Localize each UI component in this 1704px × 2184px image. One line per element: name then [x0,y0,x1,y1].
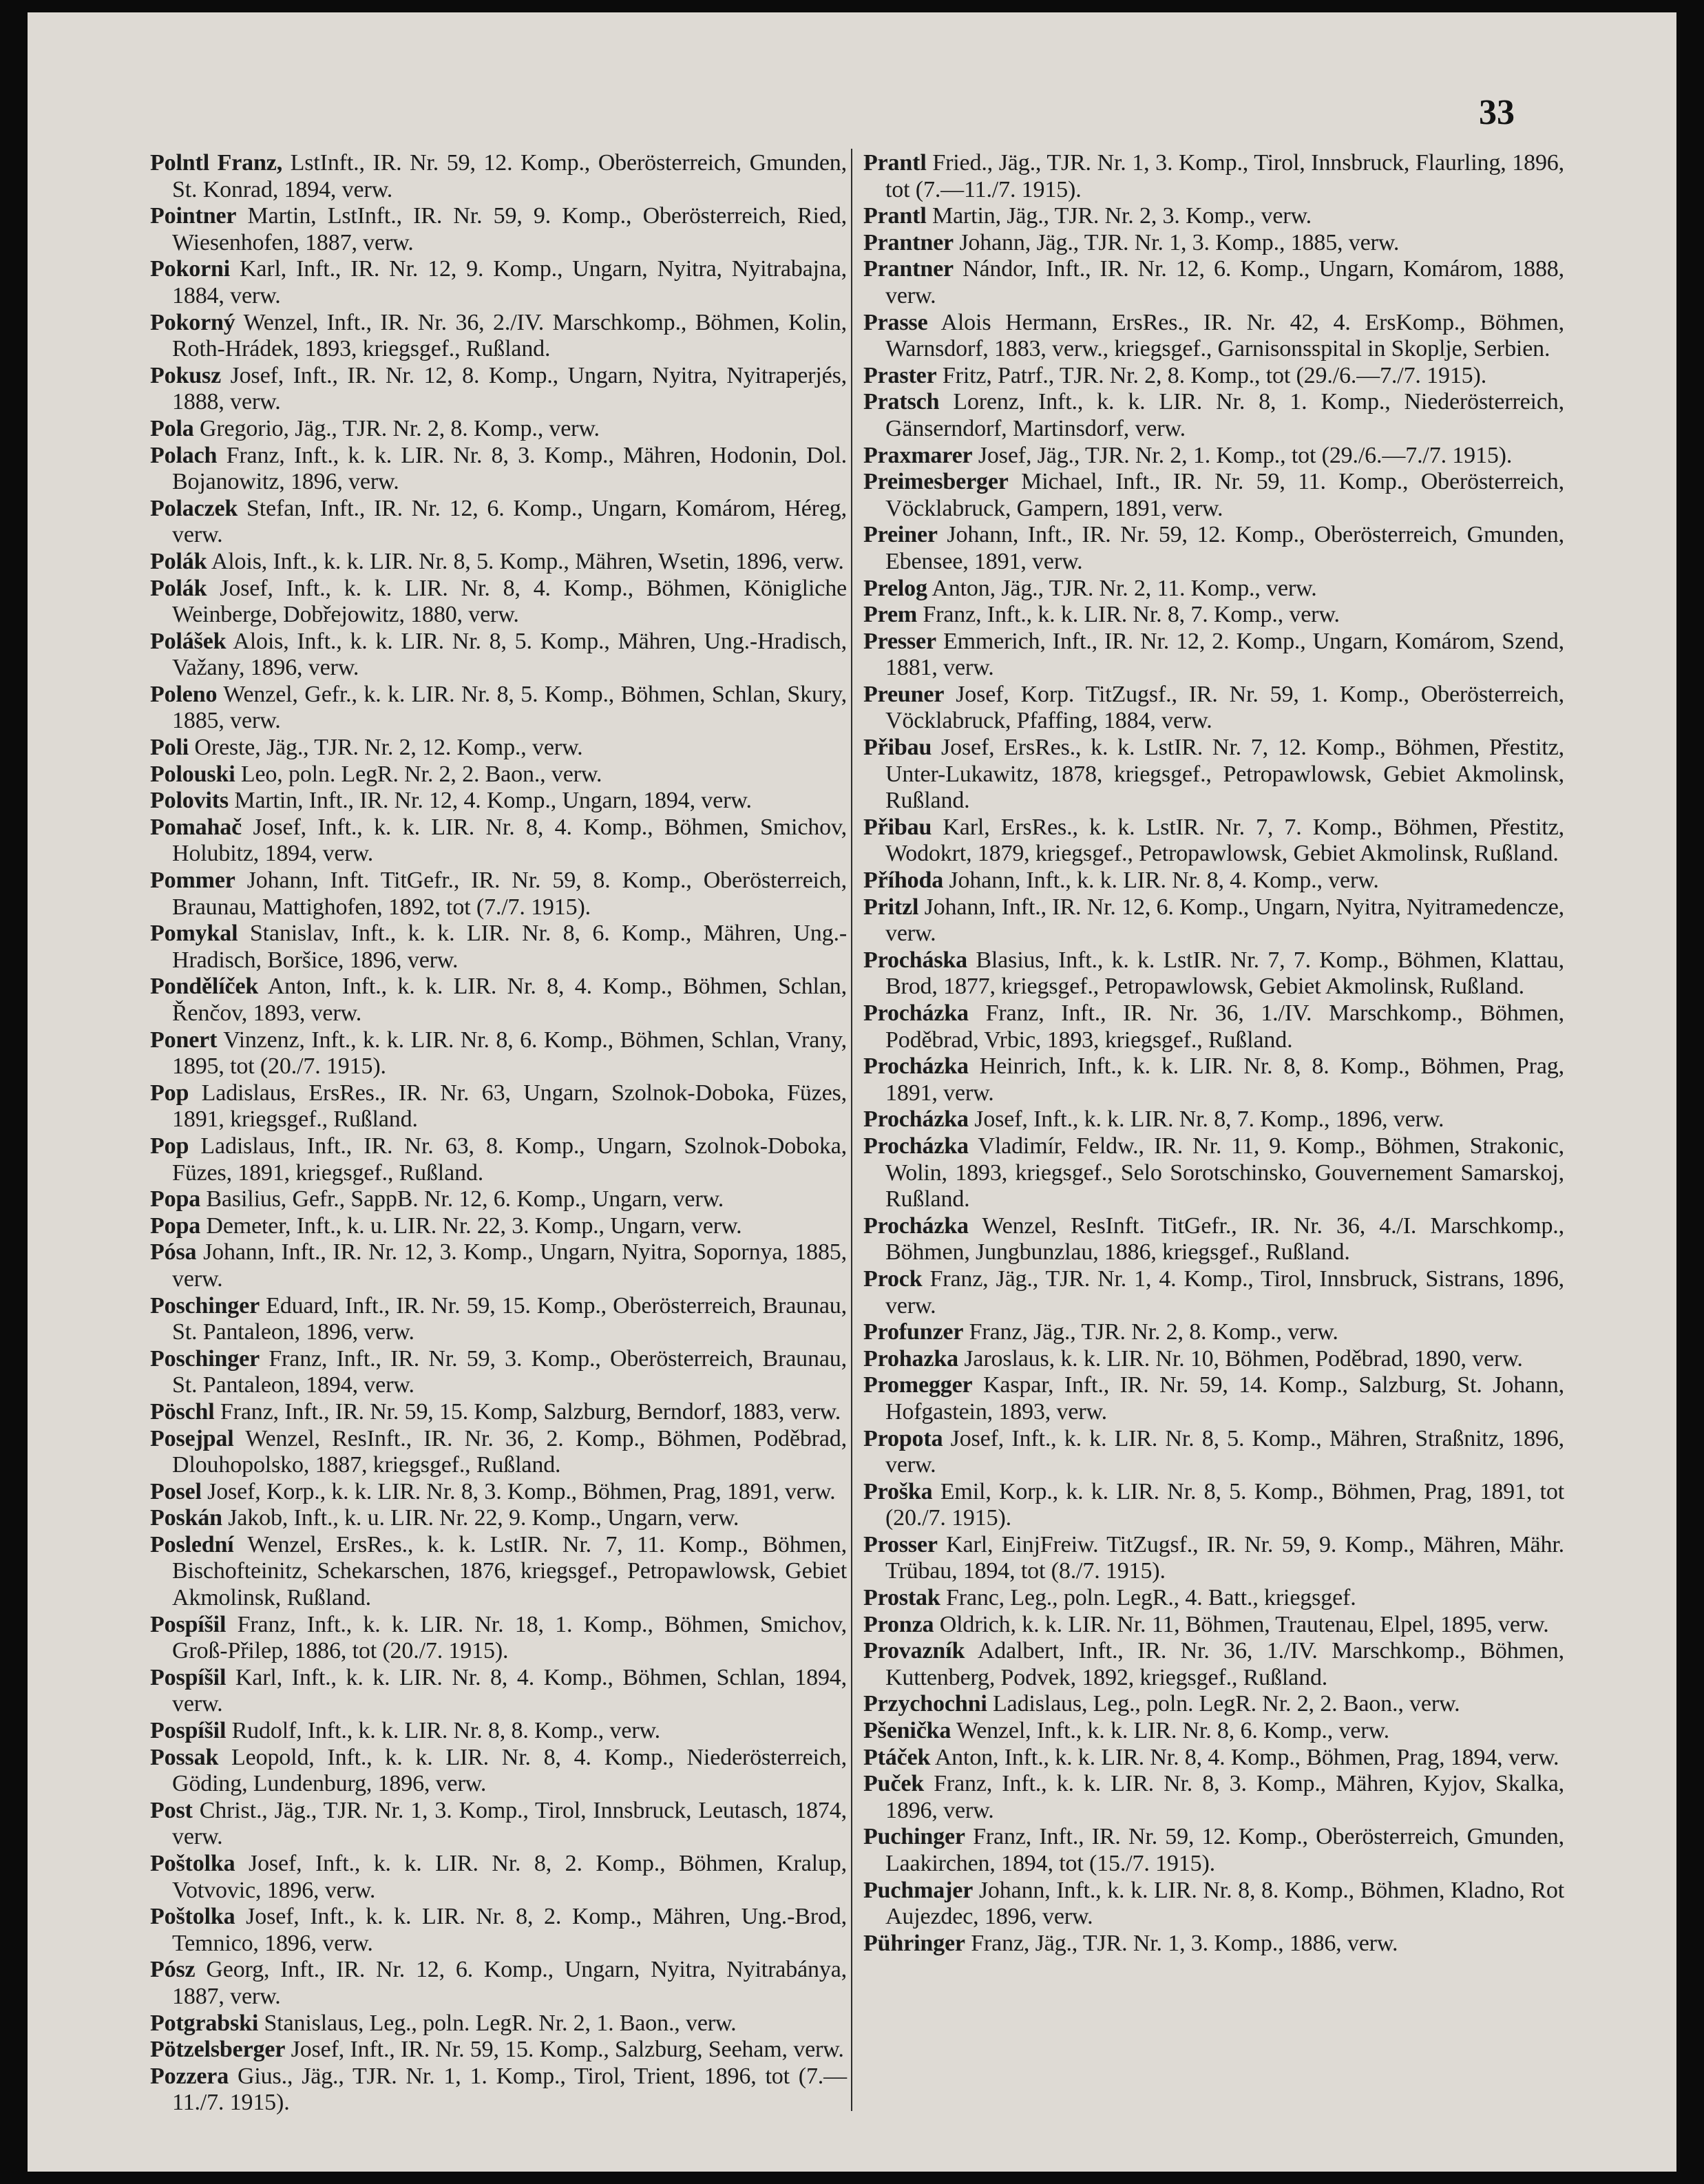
register-entry [863,1479,1564,1532]
entry-details: Martin, LstInft., IR. Nr. 59, 9. Komp., Oberösterreich, Ried, Wiesenhofen, 1887, verw. [172,203,847,255]
entry-details: Ladislaus, Inft., IR. Nr. 63, 8. Komp., Ungarn, Szolnok-Doboka, Füzes, 1891, kriegsgef., Rußland. [172,1133,847,1186]
register-entry [863,1372,1564,1425]
entry-surname: Pokorni [150,256,231,282]
register-entry [863,947,1564,1000]
entry-surname: Presser [863,628,936,654]
entry-surname: Procházka [863,1212,969,1239]
register-entry [863,894,1564,947]
entry-details: Josef, Korp. TitZugsf., IR. Nr. 59, 1. Komp., Oberösterreich, Vöcklabruck, Pfaffing, 1884, verw. [885,681,1564,734]
entry-details: Johann, Jäg., TJR. Nr. 1, 3. Komp., 1885, verw. [953,229,1400,255]
entry-surname: Proška [863,1478,933,1504]
register-entry [150,443,847,496]
entry-surname: Poschinger [150,1292,260,1319]
register-entry [150,1080,847,1133]
register-entry [150,2064,847,2117]
entry-details: Anton, Jäg., TJR. Nr. 2, 11. Komp., verw. [927,575,1317,601]
register-entry [150,1665,847,1718]
entry-details: Stanislav, Inft., k. k. LIR. Nr. 8, 6. Komp., Mähren, Ung.-Hradisch, Boršice, 1896, verw. [172,921,847,973]
entry-surname: Potgrabski [150,2010,259,2036]
entry-surname: Prem [863,602,918,628]
entry-details: Josef, Inft., k. k. LIR. Nr. 8, 4. Komp., Böhmen, Königliche Weinberge, Dobřejowitz, 1880, verw. [172,575,847,628]
entry-details: Martin, Inft., IR. Nr. 12, 4. Komp., Ungarn, 1894, verw. [229,788,752,814]
entry-details: Blasius, Inft., k. k. LstIR. Nr. 7, 7. Komp., Böhmen, Klattau, Brod, 1877, kriegsgef., Petropawlowsk, Gebiet Akmolinsk, Rußland. [885,947,1564,1000]
entry-surname: Polaczek [150,495,238,521]
entry-surname: Pop [150,1080,189,1106]
entry-surname: Procházka [863,1106,969,1133]
entry-details: Josef, Inft., k. k. LIR. Nr. 8, 7. Komp., 1896, verw. [968,1106,1444,1133]
register-entry [150,1293,847,1346]
entry-surname: Poschinger [150,1345,260,1372]
entry-details: Georg, Inft., IR. Nr. 12, 6. Komp., Ungarn, Nyitra, Nyitrabánya, 1887, verw. [172,1957,847,2009]
register-entry [863,868,1564,894]
entry-surname: Propota [863,1425,943,1451]
register-entry [150,2010,847,2037]
register-entry [150,576,847,629]
entry-details: Michael, Inft., IR. Nr. 59, 11. Komp., Oberösterreich, Vöcklabruck, Gampern, 1891, verw. [885,469,1564,521]
entry-details: Adalbert, Inft., IR. Nr. 36, 1./IV. Marschkomp., Böhmen, Kuttenberg, Podvek, 1892, kriegsgef., Rußland. [885,1638,1564,1690]
entry-details: Franz, Inft., k. k. LIR. Nr. 18, 1. Komp., Böhmen, Smichov, Groß-Přilep, 1886, tot (20./7. 1915). [172,1611,847,1664]
entry-surname: Pomahač [150,814,242,840]
register-entry [863,1718,1564,1745]
entry-surname: Prostak [863,1585,940,1611]
entry-details: Josef, Inft., IR. Nr. 12, 8. Komp., Ungarn, Nyitra, Nyitraperjés, 1888, verw. [172,362,847,415]
register-entry [150,1239,847,1292]
register-entry [863,1053,1564,1106]
register-entry [863,1319,1564,1346]
register-entry [150,1213,847,1240]
register-entry [150,1532,847,1612]
register-entry [863,1346,1564,1373]
entry-surname: Polouski [150,761,235,787]
entry-details: Karl, EinjFreiw. TitZugsf., IR. Nr. 59, 9. Komp., Mähren, Mähr. Trübau, 1894, tot (8./7. 1915). [885,1531,1564,1584]
entry-details: Oreste, Jäg., TJR. Nr. 2, 12. Komp., verw. [189,735,583,761]
entry-details: Johann, Inft. TitGefr., IR. Nr. 59, 8. Komp., Oberösterreich, Braunau, Mattighofen, 1892, tot (7./7. 1915). [172,868,847,920]
entry-details: Alois Hermann, ErsRes., IR. Nr. 42, 4. ErsKomp., Böhmen, Warnsdorf, 1883, verw., kriegsgef., Garnisonsspital in Skoplje, Serbien. [885,309,1564,362]
register-entry [863,682,1564,735]
register-entry [863,602,1564,629]
entry-details: Karl, ErsRes., k. k. LstIR. Nr. 7, 7. Komp., Böhmen, Přestitz, Wodokrt, 1879, kriegsgef., Petropawlowsk, Gebiet Akmolinsk, Rußland. [885,814,1564,867]
register-entry [863,1824,1564,1877]
register-entry [863,1000,1564,1053]
entry-details: Franz, Jäg., TJR. Nr. 2, 8. Komp., verw. [963,1319,1338,1345]
entry-details: Gregorio, Jäg., TJR. Nr. 2, 8. Komp., verw. [193,415,600,441]
register-entry [150,1745,847,1798]
entry-surname: Pomykal [150,921,238,947]
entry-details: Johann, Inft., IR. Nr. 59, 12. Komp., Oberösterreich, Gmunden, Ebensee, 1891, verw. [885,522,1564,574]
register-entry [150,2037,847,2064]
register-entry [150,1612,847,1665]
entry-surname: Poslední [150,1531,234,1557]
register-entry [863,629,1564,682]
entry-surname: Pop [150,1133,189,1159]
entry-surname: Preimesberger [863,469,1009,495]
entry-details: Anton, Inft., k. k. LIR. Nr. 8, 4. Komp., Böhmen, Schlan, Řenčov, 1893, verw. [172,974,847,1026]
entry-details: Stefan, Inft., IR. Nr. 12, 6. Komp., Ungarn, Komárom, Héreg, verw. [172,495,847,548]
register-entry [863,1612,1564,1639]
register-entry [150,682,847,735]
entry-details: Heinrich, Inft., k. k. LIR. Nr. 8, 8. Komp., Böhmen, Prag, 1891, verw. [885,1053,1564,1106]
entry-details: Franz, Jäg., TJR. Nr. 1, 4. Komp., Tirol, Innsbruck, Sistrans, 1896, verw. [885,1266,1564,1319]
entry-surname: Pratsch [863,389,940,415]
entry-surname: Přibau [863,735,932,761]
entry-surname: Poštolka [150,1904,235,1930]
entry-details: Franc, Leg., poln. LegR., 4. Batt., kriegsgef. [940,1585,1356,1611]
register-entry [863,1426,1564,1479]
entry-surname: Preuner [863,681,945,707]
entry-details: Emil, Korp., k. k. LIR. Nr. 8, 5. Komp., Böhmen, Prag, 1891, tot (20./7. 1915). [885,1478,1564,1531]
entry-surname: Pointner [150,203,237,229]
register-entry [150,1479,847,1506]
entry-surname: Prantner [863,229,954,255]
register-entry [863,1106,1564,1133]
register-entry [150,974,847,1027]
entry-surname: Pötzelsberger [150,2037,286,2063]
entry-details: Leo, poln. LegR. Nr. 2, 2. Baon., verw. [235,761,602,787]
entry-surname: Ptáček [863,1744,931,1770]
register-entry [150,629,847,682]
entry-surname: Pokorný [150,309,235,335]
entry-surname: Prantl [863,150,927,176]
entry-surname: Procháska [863,947,968,973]
entry-surname: Pritzl [863,894,919,920]
entry-details: Oldrich, k. k. LIR. Nr. 11, Böhmen, Trautenau, Elpel, 1895, verw. [934,1611,1549,1637]
entry-details: Franz, Inft., IR. Nr. 59, 12. Komp., Oberösterreich, Gmunden, Laakirchen, 1894, tot (15./7. 1915). [885,1824,1564,1876]
entry-surname: Puček [863,1771,925,1797]
entry-details: Wenzel, ResInft. TitGefr., IR. Nr. 36, 4./I. Marschkomp., Böhmen, Jungbunzlau, 1886, kriegsgef., Rußland. [885,1212,1564,1266]
entry-details: Wenzel, Inft., k. k. LIR. Nr. 8, 6. Komp., verw. [951,1718,1389,1744]
register-entry [863,469,1564,522]
register-entry [150,549,847,576]
register-entry [150,416,847,443]
register-entry [150,1957,847,2010]
entry-details: Ladislaus, Leg., poln. LegR. Nr. 2, 2. Baon., verw. [987,1691,1460,1717]
entry-surname: Pondělíček [150,974,259,1000]
register-entry [150,1505,847,1532]
register-entry [150,1399,847,1426]
entry-details: Wenzel, ErsRes., k. k. LstIR. Nr. 7, 11. Komp., Böhmen, Bischofteinitz, Schekarschen, 1876, kriegsgef., Petropawlowsk, Gebiet Akmolinsk, Rußland. [172,1531,847,1611]
entry-surname: Provazník [863,1638,965,1664]
entry-details: Vladimír, Feldw., IR. Nr. 11, 9. Komp., Böhmen, Strakonic, Wolin, 1893, kriegsgef., Selo Sorotschinsko, Gouvernement Samarskoj, Rußland. [885,1133,1564,1212]
entry-surname: Pšenička [863,1718,951,1744]
register-entry [863,230,1564,257]
entry-surname: Polntl Franz, [150,150,283,176]
entry-surname: Přibau [863,814,932,840]
entry-details: Fritz, Patrf., TJR. Nr. 2, 8. Komp., tot (29./6.—7./7. 1915). [936,362,1487,388]
register-entry [150,1718,847,1745]
entry-details: Josef, Inft., k. k. LIR. Nr. 8, 2. Komp., Böhmen, Kralup, Votvovic, 1896, verw. [172,1851,847,1903]
entry-surname: Pospíšil [150,1611,227,1637]
register-entry [863,815,1564,868]
register-entry [863,1585,1564,1612]
entry-surname: Procházka [863,1133,969,1159]
register-entry [863,1266,1564,1319]
register-entry [150,735,847,762]
entry-details: Stanislaus, Leg., poln. LegR. Nr. 2, 1. Baon., verw. [258,2010,737,2036]
entry-details: Karl, Inft., IR. Nr. 12, 9. Komp., Ungarn, Nyitra, Nyitrabajna, 1884, verw. [172,256,847,308]
entry-details: Vinzenz, Inft., k. k. LIR. Nr. 8, 6. Komp., Böhmen, Schlan, Vrany, 1895, tot (20./7. 1915). [172,1027,847,1080]
entry-surname: Pokusz [150,362,222,388]
entry-details: Josef, Korp., k. k. LIR. Nr. 8, 3. Komp., Böhmen, Prag, 1891, verw. [201,1478,836,1504]
entry-details: Josef, Inft., k. k. LIR. Nr. 8, 5. Komp., Mähren, Straßnitz, 1896, verw. [885,1425,1564,1478]
right-column [863,150,1564,1957]
column-divider [851,149,852,2111]
entry-surname: Poskán [150,1505,222,1531]
entry-details: Martin, Jäg., TJR. Nr. 2, 3. Komp., verw. [926,203,1312,229]
entry-details: Emmerich, Inft., IR. Nr. 12, 2. Komp., Ungarn, Komárom, Szend, 1881, verw. [885,628,1564,681]
entry-surname: Polach [150,442,218,468]
entry-surname: Posejpal [150,1425,234,1451]
register-entry [150,310,847,363]
entry-details: Jakob, Inft., k. u. LIR. Nr. 22, 9. Komp., Ungarn, verw. [222,1505,739,1531]
entry-surname: Prelog [863,575,927,601]
entry-surname: Pöschl [150,1398,215,1425]
register-entry [863,1745,1564,1772]
register-entry [150,1133,847,1186]
entry-surname: Possak [150,1744,219,1770]
entry-surname: Procházka [863,1000,969,1026]
entry-details: Jaroslaus, k. k. LIR. Nr. 10, Böhmen, Poděbrad, 1890, verw. [958,1345,1523,1372]
register-entry [863,1691,1564,1718]
register-entry [150,1346,847,1399]
entry-details: Christ., Jäg., TJR. Nr. 1, 3. Komp., Tirol, Innsbruck, Leutasch, 1874, verw. [172,1797,847,1850]
entry-surname: Pola [150,415,194,441]
register-entry [150,1426,847,1479]
register-entry [863,1532,1564,1585]
entry-details: Johann, Inft., k. k. LIR. Nr. 8, 8. Komp., Böhmen, Kladno, Rot Aujezdec, 1896, verw. [885,1877,1564,1930]
entry-surname: Pospíšil [150,1718,227,1744]
register-entry [863,203,1564,230]
entry-surname: Przychochni [863,1691,987,1717]
entry-details: Kaspar, Inft., IR. Nr. 59, 14. Komp., Salzburg, St. Johann, Hofgastein, 1893, verw. [885,1372,1564,1425]
register-entry [863,576,1564,602]
register-entry [150,762,847,788]
entry-surname: Ponert [150,1027,218,1053]
register-entry [863,310,1564,363]
register-entry [150,815,847,868]
register-entry [863,1771,1564,1824]
register-entry [150,150,847,203]
entry-surname: Pronza [863,1611,934,1637]
entry-surname: Popa [150,1212,201,1239]
entry-surname: Prosser [863,1531,938,1557]
page-number: 33 [1479,93,1515,132]
entry-surname: Poštolka [150,1851,235,1876]
entry-details: Basilius, Gefr., SappB. Nr. 12, 6. Komp., Ungarn, verw. [200,1186,724,1212]
register-entry [150,256,847,309]
entry-details: Josef, Inft., IR. Nr. 59, 15. Komp., Salzburg, Seeham, verw. [285,2037,844,2063]
register-entry [863,1133,1564,1213]
entry-surname: Preiner [863,522,938,548]
entry-surname: Poleno [150,681,218,707]
entry-details: Alois, Inft., k. k. LIR. Nr. 8, 5. Komp., Mähren, Wsetin, 1896, verw. [207,548,844,574]
entry-details: Leopold, Inft., k. k. LIR. Nr. 8, 4. Komp., Niederösterreich, Göding, Lundenburg, 1896, verw. [172,1744,847,1797]
register-entry [863,735,1564,815]
entry-details: Wenzel, ResInft., IR. Nr. 36, 2. Komp., Böhmen, Poděbrad, Dlouhopolsko, 1887, kriegsgef., Rußland. [172,1425,847,1478]
register-entry [863,1638,1564,1691]
entry-surname: Profunzer [863,1319,964,1345]
entry-surname: Promegger [863,1372,973,1398]
entry-details: Josef, Jäg., TJR. Nr. 2, 1. Komp., tot (29./6.—7./7. 1915). [972,442,1513,468]
entry-surname: Pósa [150,1239,197,1266]
entry-details: Franz, Inft., IR. Nr. 59, 3. Komp., Oberösterreich, Braunau, St. Pantaleon, 1894, verw. [172,1345,847,1398]
register-entry [863,389,1564,442]
register-entry [863,522,1564,575]
entry-surname: Polášek [150,628,227,654]
entry-surname: Prohazka [863,1345,958,1372]
register-entry [863,1213,1564,1266]
register-entry [150,1027,847,1080]
entry-surname: Pozzera [150,2063,229,2089]
entry-details: Johann, Inft., IR. Nr. 12, 6. Komp., Ungarn, Nyitra, Nyitramedencze, verw. [885,894,1564,947]
register-entry [863,1931,1564,1957]
register-entry [150,868,847,921]
entry-details: Wenzel, Inft., IR. Nr. 36, 2./IV. Marschkomp., Böhmen, Kolin, Roth-Hrádek, 1893, kriegsgef., Rußland. [172,309,847,362]
register-entry [150,1904,847,1957]
entry-surname: Posel [150,1478,202,1504]
register-entry [863,150,1564,203]
register-entry [150,363,847,416]
left-column [150,150,847,2117]
entry-details: Ladislaus, ErsRes., IR. Nr. 63, Ungarn, Szolnok-Doboka, Füzes, 1891, kriegsgef., Rußland. [172,1080,847,1133]
register-entry [150,1851,847,1904]
register-entry [150,788,847,815]
entry-details: Franz, Inft., k. k. LIR. Nr. 8, 3. Komp., Mähren, Kyjov, Skalka, 1896, verw. [885,1771,1564,1823]
entry-surname: Pospíšil [150,1664,227,1690]
entry-surname: Prasse [863,309,928,335]
entry-details: Rudolf, Inft., k. k. LIR. Nr. 8, 8. Komp., verw. [226,1718,660,1744]
entry-details: Karl, Inft., k. k. LIR. Nr. 8, 4. Komp., Böhmen, Schlan, 1894, verw. [172,1664,847,1717]
entry-details: Josef, Inft., k. k. LIR. Nr. 8, 4. Komp., Böhmen, Smichov, Holubitz, 1894, verw. [172,814,847,867]
register-entry [150,1186,847,1213]
entry-surname: Praster [863,362,937,388]
entry-details: Fried., Jäg., TJR. Nr. 1, 3. Komp., Tirol, Innsbruck, Flaurling, 1896, tot (7.—11./7. 1915). [885,150,1564,202]
entry-details: Franz, Inft., k. k. LIR. Nr. 8, 3. Komp., Mähren, Hodonin, Dol. Bojanowitz, 1896, verw. [172,442,847,495]
entry-surname: Post [150,1797,193,1823]
entry-details: Franz, Inft., k. k. LIR. Nr. 8, 7. Komp., verw. [917,602,1340,628]
entry-surname: Puchinger [863,1824,965,1850]
entry-details: Alois, Inft., k. k. LIR. Nr. 8, 5. Komp., Mähren, Ung.-Hradisch, Važany, 1896, verw. [172,628,847,681]
register-entry [150,496,847,549]
entry-details: Franz, Inft., IR. Nr. 36, 1./IV. Marschkomp., Böhmen, Poděbrad, Vrbic, 1893, kriegsgef., Rußland. [885,1000,1564,1053]
entry-surname: Prantl [863,203,927,229]
entry-details: Franz, Inft., IR. Nr. 59, 15. Komp, Salzburg, Berndorf, 1883, verw. [214,1398,841,1425]
entry-surname: Pommer [150,868,235,894]
document-page [28,12,1676,2172]
entry-details: Wenzel, Gefr., k. k. LIR. Nr. 8, 5. Komp., Böhmen, Schlan, Skury, 1885, verw. [172,681,847,734]
entry-surname: Praxmarer [863,442,973,468]
entry-details: Gius., Jäg., TJR. Nr. 1, 1. Komp., Tirol, Trient, 1896, tot (7.—11./7. 1915). [172,2063,847,2116]
entry-surname: Pühringer [863,1930,965,1956]
register-entry [863,363,1564,390]
entry-surname: Popa [150,1186,201,1212]
entry-details: Johann, Inft., k. k. LIR. Nr. 8, 4. Komp., verw. [943,868,1379,894]
entry-surname: Pósz [150,1957,196,1983]
entry-details: LstInft., IR. Nr. 59, 12. Komp., Oberösterreich, Gmunden, St. Konrad, 1894, verw. [172,150,847,202]
entry-surname: Polák [150,575,207,601]
register-entry [150,203,847,256]
entry-details: Anton, Inft., k. k. LIR. Nr. 8, 4. Komp., Böhmen, Prag, 1894, verw. [930,1744,1559,1770]
entry-surname: Příhoda [863,868,944,894]
entry-details: Lorenz, Inft., k. k. LIR. Nr. 8, 1. Komp., Niederösterreich, Gänserndorf, Martinsdorf, verw. [885,389,1564,441]
entry-surname: Procházka [863,1053,969,1080]
entry-details: Johann, Inft., IR. Nr. 12, 3. Komp., Ungarn, Nyitra, Sopornya, 1885, verw. [172,1239,847,1292]
entry-details: Demeter, Inft., k. u. LIR. Nr. 22, 3. Komp., Ungarn, verw. [200,1212,742,1239]
entry-details: Josef, ErsRes., k. k. LstIR. Nr. 7, 12. Komp., Böhmen, Přestitz, Unter-Lukawitz, 1878, kriegsgef., Petropawlowsk, Gebiet Akmolinsk, Rußland. [885,735,1564,814]
entry-details: Josef, Inft., k. k. LIR. Nr. 8, 2. Komp., Mähren, Ung.-Brod, Temnico, 1896, verw. [172,1904,847,1956]
entry-surname: Prock [863,1266,923,1292]
entry-surname: Prantner [863,256,954,282]
register-entry [863,256,1564,309]
register-entry [150,1798,847,1851]
entry-surname: Puchmajer [863,1877,974,1903]
entry-details: Eduard, Inft., IR. Nr. 59, 15. Komp., Oberösterreich, Braunau, St. Pantaleon, 1896, verw. [172,1292,847,1345]
entry-details: Franz, Jäg., TJR. Nr. 1, 3. Komp., 1886, verw. [965,1930,1398,1956]
register-entry [863,1878,1564,1931]
register-entry [150,921,847,974]
register-entry [863,443,1564,470]
entry-surname: Polovits [150,788,229,814]
entry-surname: Polák [150,548,207,574]
entry-details: Nándor, Inft., IR. Nr. 12, 6. Komp., Ungarn, Komárom, 1888, verw. [885,256,1564,308]
entry-surname: Poli [150,735,189,761]
